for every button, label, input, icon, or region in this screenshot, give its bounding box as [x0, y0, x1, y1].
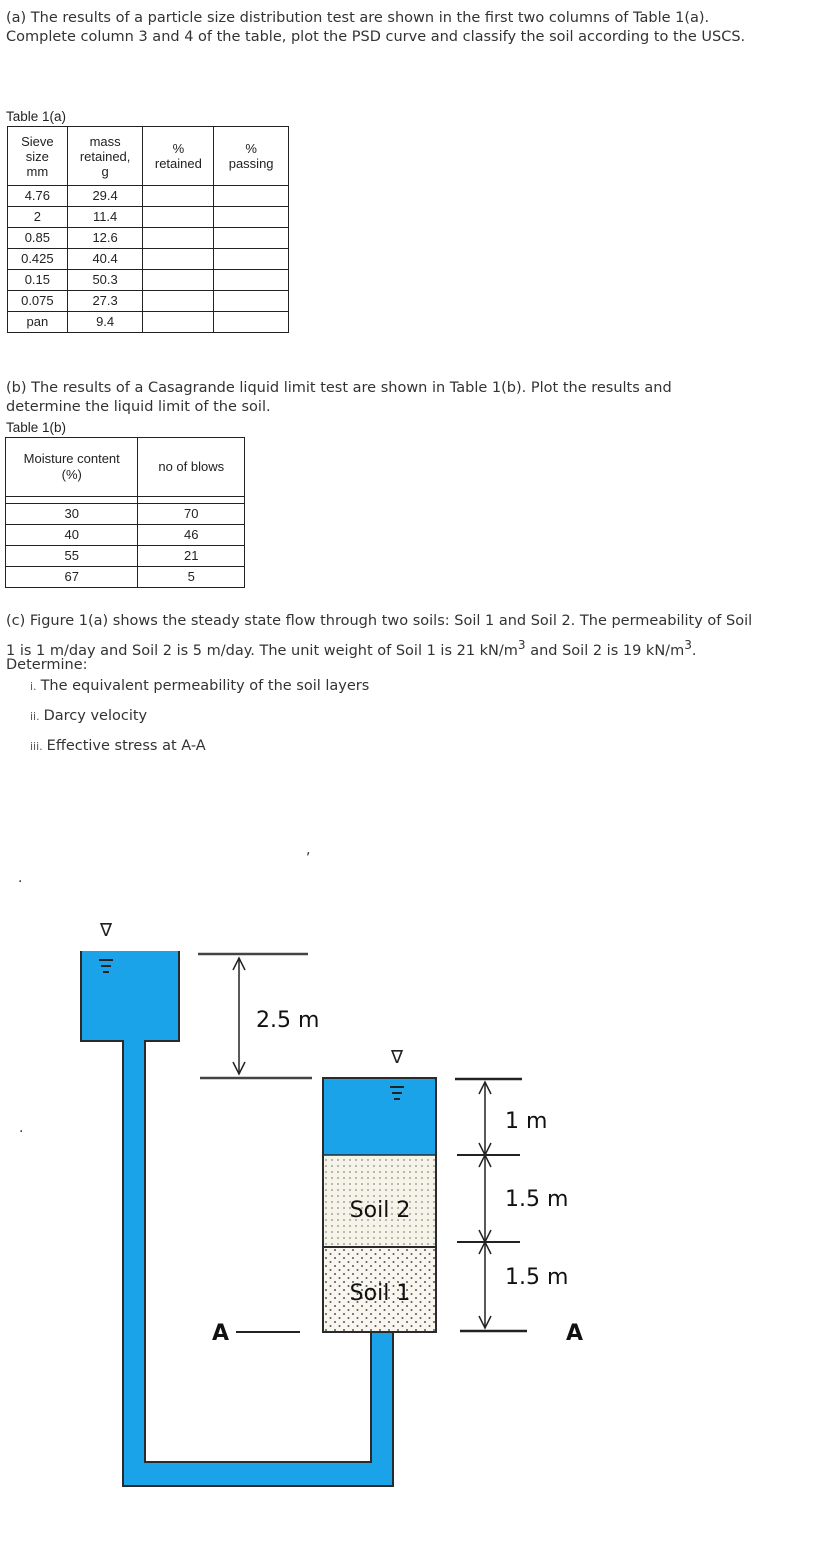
table-row	[6, 504, 245, 525]
determine-list	[30, 671, 369, 761]
part-c-line-3: Determine:	[6, 657, 88, 673]
list-number: ii.	[30, 710, 40, 723]
text-segment: .	[691, 642, 697, 659]
header-percent-retained	[143, 127, 214, 186]
table-row	[8, 186, 289, 207]
cell-percent-passing	[214, 249, 289, 270]
table-1a-header-row	[8, 127, 289, 186]
part-b-line-2: determine the liquid limit of the soil.	[6, 399, 271, 415]
table-1b	[5, 437, 245, 588]
cell-mass-retained: 12.6	[67, 228, 143, 249]
cell-sieve-size: 2	[8, 207, 68, 228]
cell-sieve-size: 0.425	[8, 249, 68, 270]
list-item	[30, 671, 369, 701]
header-line: (%)	[61, 467, 82, 482]
header-moisture-content	[6, 438, 138, 497]
stray-mark: ,	[306, 842, 311, 858]
cell-percent-retained	[143, 186, 214, 207]
cell-sieve-size: pan	[8, 312, 68, 333]
cell-percent-retained	[143, 291, 214, 312]
part-c-line-1: (c) Figure 1(a) shows the steady state flow through two soils: Soil 1 and Soil 2. The permeability of Soil	[6, 613, 753, 629]
table-row	[6, 525, 245, 546]
header-line: no of blows	[158, 459, 225, 474]
list-number: i.	[30, 680, 37, 693]
cell-percent-retained	[143, 249, 214, 270]
table-row	[6, 567, 245, 588]
table-1a-caption: Table 1(a)	[6, 109, 67, 124]
dim-soil-1-label: 1.5 m	[505, 1265, 569, 1290]
table-row	[8, 291, 289, 312]
cell-mass-retained: 9.4	[67, 312, 143, 333]
cell-no-of-blows: 70	[138, 504, 245, 525]
part-a-line-1: (a) The results of a particle size distribution test are shown in the first two columns of Table 1(a).	[6, 10, 710, 26]
cell-sieve-size: 4.76	[8, 186, 68, 207]
section-label-right: A	[566, 1321, 584, 1346]
cell-sieve-size: 0.15	[8, 270, 68, 291]
right-dimensions	[455, 1079, 568, 1331]
cell-no-of-blows: 21	[138, 546, 245, 567]
cell-mass-retained: 50.3	[67, 270, 143, 291]
cell-percent-retained	[143, 228, 214, 249]
list-number: iii.	[30, 740, 43, 753]
header-percent-passing	[214, 127, 289, 186]
cell-moisture-content: 40	[6, 525, 138, 546]
table-1b-caption: Table 1(b)	[6, 420, 67, 435]
header-line: %	[172, 141, 185, 156]
header-line: passing	[228, 156, 274, 171]
cell-percent-passing	[214, 270, 289, 291]
dim-water-label: 1 m	[505, 1109, 548, 1134]
table-1a	[7, 126, 289, 333]
cell-percent-passing	[214, 291, 289, 312]
stray-mark: .	[18, 870, 23, 886]
table-row	[8, 228, 289, 249]
header-mass-retained	[67, 127, 143, 186]
header-no-of-blows	[138, 438, 245, 497]
header-line: mass	[89, 133, 121, 149]
figure-1a	[0, 900, 823, 1500]
left-reservoir	[81, 951, 179, 1041]
header-line: Sieve	[21, 133, 54, 149]
header-sieve-size	[8, 127, 68, 186]
cell-percent-retained	[143, 312, 214, 333]
table-spacer-row	[6, 497, 245, 504]
cell-percent-retained	[143, 207, 214, 228]
cell-mass-retained: 27.3	[67, 291, 143, 312]
cell-mass-retained: 40.4	[67, 249, 143, 270]
table-row	[8, 207, 289, 228]
water-symbol-left: ∇	[99, 920, 113, 941]
table-row	[6, 546, 245, 567]
soil-1-label: Soil 1	[349, 1281, 411, 1306]
header-line: %	[245, 141, 257, 156]
header-line: retained	[154, 156, 202, 171]
cell-moisture-content: 55	[6, 546, 138, 567]
spacer-cell	[6, 497, 138, 504]
section-label-left: A	[212, 1321, 230, 1346]
list-text: The equivalent permeability of the soil layers	[40, 678, 370, 694]
header-line: mm	[26, 163, 49, 179]
spacer-cell	[138, 497, 245, 504]
list-text: Darcy velocity	[43, 708, 148, 724]
soil-2-label: Soil 2	[349, 1198, 411, 1223]
head-difference-label: 2.5 m	[256, 1008, 320, 1033]
head-difference-dimension	[198, 954, 319, 1078]
cell-percent-passing	[214, 207, 289, 228]
cell-sieve-size: 0.075	[8, 291, 68, 312]
cell-percent-retained	[143, 270, 214, 291]
cell-no-of-blows: 46	[138, 525, 245, 546]
right-pipe	[371, 1332, 393, 1486]
cell-moisture-content: 30	[6, 504, 138, 525]
cell-percent-passing	[214, 228, 289, 249]
table-row	[8, 249, 289, 270]
bottom-pipe	[123, 1462, 393, 1486]
cell-mass-retained: 11.4	[67, 207, 143, 228]
header-line: retained,	[79, 148, 131, 164]
list-text: Effective stress at A-A	[46, 738, 206, 754]
part-a-line-2: Complete column 3 and 4 of the table, plot the PSD curve and classify the soil according to the USCS.	[6, 29, 746, 45]
left-pipe	[123, 1041, 145, 1486]
cell-percent-passing	[214, 186, 289, 207]
header-line: g	[101, 163, 109, 179]
list-item	[30, 731, 369, 761]
superscript: 3	[684, 638, 692, 652]
cell-mass-retained: 29.4	[67, 186, 143, 207]
dim-soil-2-label: 1.5 m	[505, 1187, 569, 1212]
cell-sieve-size: 0.85	[8, 228, 68, 249]
text-segment: and Soil 2 is 19 kN/m	[525, 642, 685, 659]
cell-percent-passing	[214, 312, 289, 333]
text-segment: 1 is 1 m/day and Soil 2 is 5 m/day. The unit weight of Soil 1 is 21 kN/m	[6, 642, 518, 659]
superscript: 3	[517, 638, 526, 652]
table-1b-header-row	[6, 438, 245, 497]
right-column-water	[323, 1078, 436, 1155]
part-b-line-1: (b) The results of a Casagrande liquid limit test are shown in Table 1(b). Plot the results and	[6, 380, 672, 396]
table-row	[8, 270, 289, 291]
list-item	[30, 701, 369, 731]
header-line: size	[25, 148, 49, 164]
cell-moisture-content: 67	[6, 567, 138, 588]
table-row	[8, 312, 289, 333]
cell-no-of-blows: 5	[138, 567, 245, 588]
header-line: Moisture content	[23, 451, 120, 466]
water-symbol-right: ∇	[390, 1047, 404, 1068]
stray-mark: .	[19, 1120, 24, 1136]
